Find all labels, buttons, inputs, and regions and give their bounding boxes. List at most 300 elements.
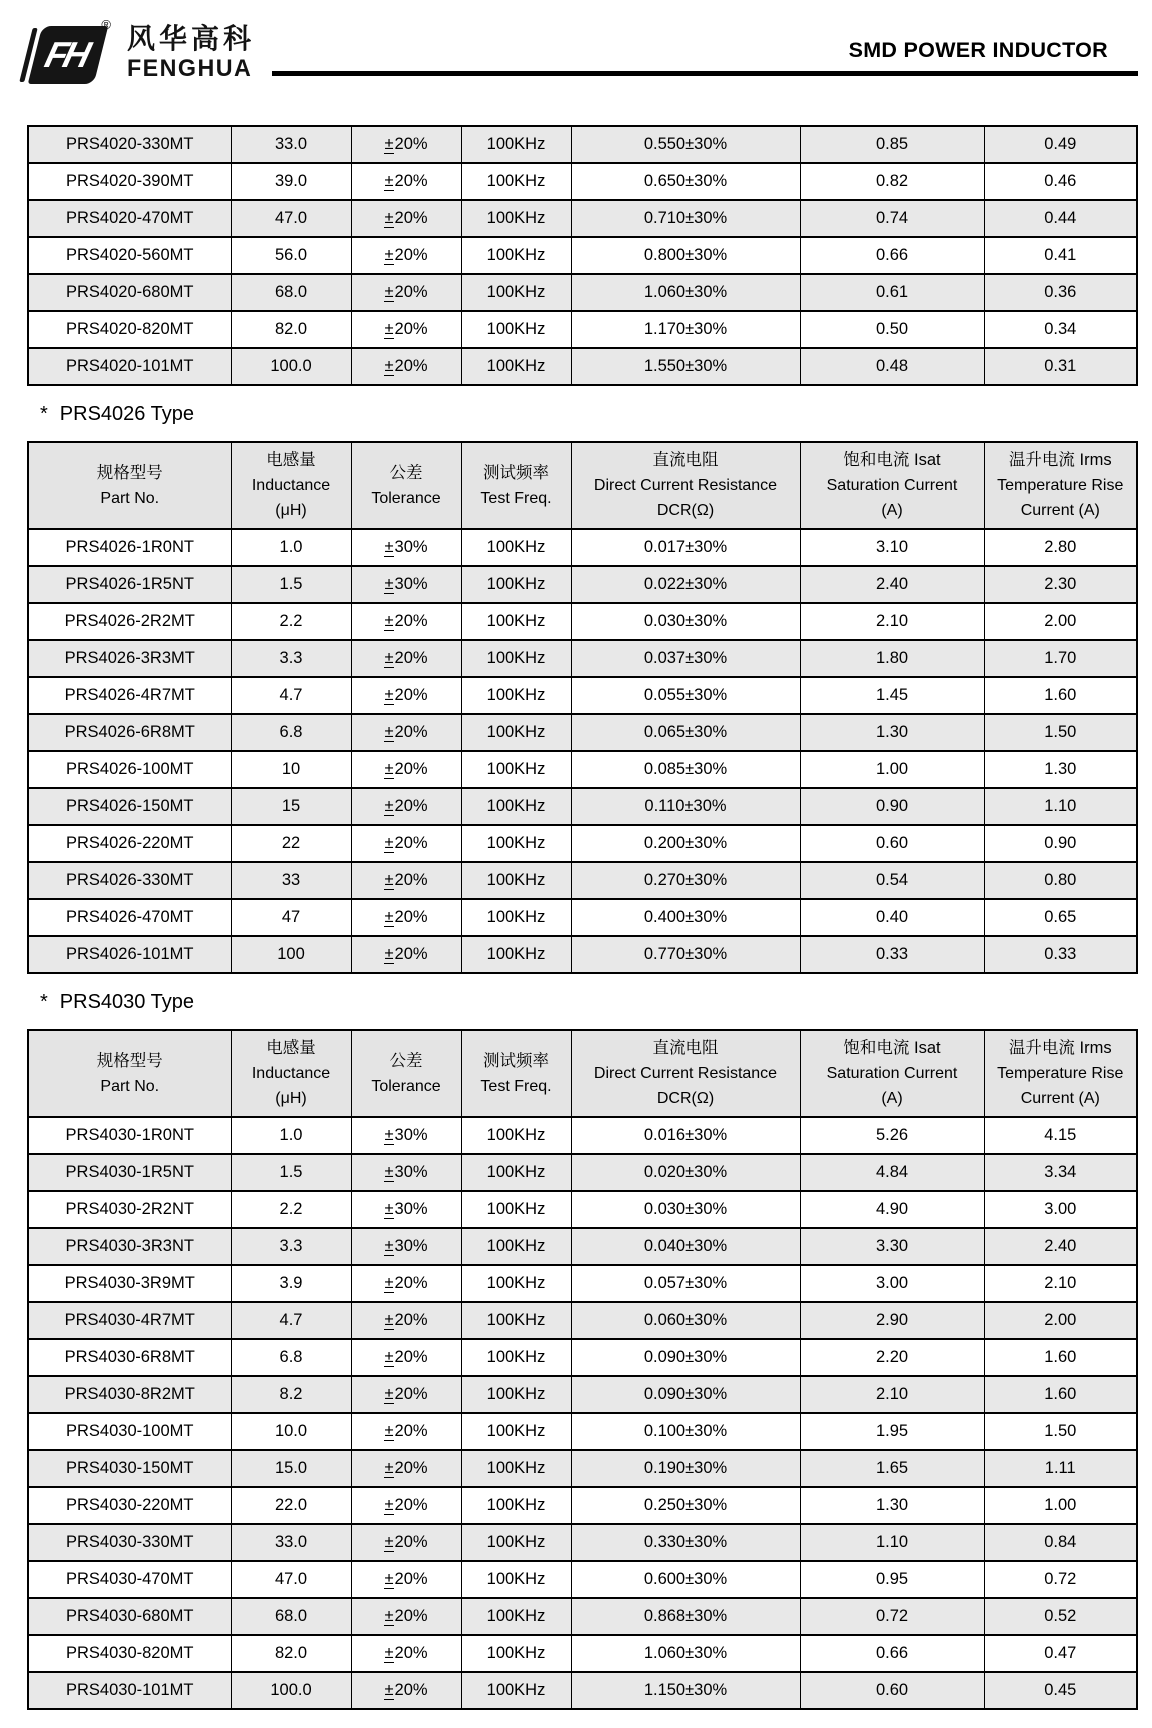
plus-minus-glyph: ± xyxy=(384,834,394,852)
cell-tolerance: ±20% xyxy=(351,1598,461,1635)
cell-inductance: 1.0 xyxy=(231,1117,351,1154)
cell-dcr: 0.250±30% xyxy=(571,1487,800,1524)
cell-tolerance: ±30% xyxy=(351,529,461,566)
table-row xyxy=(28,899,1137,936)
cell-dcr: 0.030±30% xyxy=(571,1191,800,1228)
cell-tolerance: ±30% xyxy=(351,566,461,603)
table-row xyxy=(28,237,1137,274)
column-header-dcr xyxy=(571,442,800,529)
column-header-line: 电感量 xyxy=(266,451,316,469)
cell-test-freq: 100KHz xyxy=(461,566,571,603)
cell-isat: 0.82 xyxy=(800,163,984,200)
cell-dcr: 0.090±30% xyxy=(571,1376,800,1413)
cell-test-freq: 100KHz xyxy=(461,1450,571,1487)
cell-test-freq: 100KHz xyxy=(461,163,571,200)
plus-minus-glyph: ± xyxy=(384,1348,394,1366)
cell-test-freq: 100KHz xyxy=(461,677,571,714)
cell-test-freq: 100KHz xyxy=(461,640,571,677)
column-header-line: Tolerance xyxy=(371,1077,441,1095)
column-header-line: DCR(Ω) xyxy=(656,1090,715,1107)
cell-part-no: PRS4030-680MT xyxy=(28,1598,231,1635)
cell-part-no: PRS4026-330MT xyxy=(28,862,231,899)
spec-tables-container xyxy=(0,125,1152,1710)
cell-inductance: 33 xyxy=(231,862,351,899)
cell-test-freq: 100KHz xyxy=(461,126,571,163)
table-row xyxy=(28,126,1137,163)
cell-test-freq: 100KHz xyxy=(461,1635,571,1672)
table-row xyxy=(28,751,1137,788)
cell-isat: 0.66 xyxy=(800,1635,984,1672)
cell-part-no: PRS4026-220MT xyxy=(28,825,231,862)
cell-tolerance: ±20% xyxy=(351,825,461,862)
cell-irms: 0.90 xyxy=(984,825,1137,862)
cell-test-freq: 100KHz xyxy=(461,200,571,237)
cell-dcr: 0.057±30% xyxy=(571,1265,800,1302)
plus-minus-glyph: ± xyxy=(384,649,394,667)
plus-minus-glyph: ± xyxy=(384,209,394,227)
cell-irms: 1.60 xyxy=(984,1376,1137,1413)
column-header-irms xyxy=(984,1030,1137,1117)
cell-inductance: 1.5 xyxy=(231,1154,351,1191)
cell-dcr: 0.190±30% xyxy=(571,1450,800,1487)
cell-part-no: PRS4026-470MT xyxy=(28,899,231,936)
plus-minus-glyph: ± xyxy=(384,538,394,556)
cell-inductance: 100 xyxy=(231,936,351,973)
table-row xyxy=(28,1376,1137,1413)
cell-test-freq: 100KHz xyxy=(461,274,571,311)
cell-part-no: PRS4026-3R3MT xyxy=(28,640,231,677)
cell-inductance: 6.8 xyxy=(231,1339,351,1376)
cell-dcr: 0.110±30% xyxy=(571,788,800,825)
cell-isat: 0.54 xyxy=(800,862,984,899)
column-header-dcr xyxy=(571,1030,800,1117)
table-row xyxy=(28,200,1137,237)
cell-inductance: 47.0 xyxy=(231,1561,351,1598)
cell-inductance: 100.0 xyxy=(231,348,351,385)
cell-part-no: PRS4020-330MT xyxy=(28,126,231,163)
cell-test-freq: 100KHz xyxy=(461,936,571,973)
plus-minus-glyph: ± xyxy=(384,1126,394,1144)
column-header-line: DCR(Ω) xyxy=(656,502,715,519)
column-header-line: Direct Current Resistance xyxy=(593,1065,778,1082)
cell-dcr: 0.710±30% xyxy=(571,200,800,237)
plus-minus-glyph: ± xyxy=(384,246,394,264)
section-heading-label: PRS4026 Type xyxy=(59,403,194,425)
cell-part-no: PRS4030-4R7MT xyxy=(28,1302,231,1339)
cell-tolerance: ±30% xyxy=(351,1154,461,1191)
table-row xyxy=(28,825,1137,862)
column-header-line: (μH) xyxy=(275,502,307,519)
cell-test-freq: 100KHz xyxy=(461,1117,571,1154)
cell-inductance: 3.3 xyxy=(231,1228,351,1265)
cell-test-freq: 100KHz xyxy=(461,751,571,788)
cell-isat: 0.85 xyxy=(800,126,984,163)
section-heading-prs4026 xyxy=(40,402,1152,426)
cell-irms: 0.52 xyxy=(984,1598,1137,1635)
column-header-line: Temperature Rise xyxy=(997,477,1124,494)
cell-dcr: 0.550±30% xyxy=(571,126,800,163)
cell-dcr: 1.150±30% xyxy=(571,1672,800,1709)
cell-part-no: PRS4026-150MT xyxy=(28,788,231,825)
cell-inductance: 2.2 xyxy=(231,603,351,640)
cell-test-freq: 100KHz xyxy=(461,1487,571,1524)
brand-name-chinese: 风华高科 xyxy=(127,23,256,54)
cell-part-no: PRS4030-1R5NT xyxy=(28,1154,231,1191)
cell-dcr: 0.065±30% xyxy=(571,714,800,751)
column-header-line: (μH) xyxy=(275,1090,307,1107)
cell-test-freq: 100KHz xyxy=(461,603,571,640)
cell-inductance: 47 xyxy=(231,899,351,936)
table-row xyxy=(28,1339,1137,1376)
cell-irms: 1.50 xyxy=(984,714,1137,751)
cell-inductance: 22.0 xyxy=(231,1487,351,1524)
column-header-line: Test Freq. xyxy=(480,1077,552,1095)
column-header-line: 公差 xyxy=(389,1051,423,1070)
cell-dcr: 0.330±30% xyxy=(571,1524,800,1561)
cell-inductance: 3.9 xyxy=(231,1265,351,1302)
column-header-line: 直流电阻 xyxy=(652,451,719,469)
cell-isat: 2.90 xyxy=(800,1302,984,1339)
cell-part-no: PRS4030-330MT xyxy=(28,1524,231,1561)
cell-isat: 1.95 xyxy=(800,1413,984,1450)
cell-test-freq: 100KHz xyxy=(461,862,571,899)
cell-part-no: PRS4030-1R0NT xyxy=(28,1117,231,1154)
cell-test-freq: 100KHz xyxy=(461,1561,571,1598)
cell-tolerance: ±20% xyxy=(351,1376,461,1413)
cell-part-no: PRS4020-470MT xyxy=(28,200,231,237)
cell-irms: 0.45 xyxy=(984,1672,1137,1709)
cell-dcr: 0.200±30% xyxy=(571,825,800,862)
plus-minus-glyph: ± xyxy=(384,1422,394,1440)
cell-test-freq: 100KHz xyxy=(461,1598,571,1635)
cell-dcr: 0.037±30% xyxy=(571,640,800,677)
cell-dcr: 0.017±30% xyxy=(571,529,800,566)
cell-dcr: 0.055±30% xyxy=(571,677,800,714)
table-row xyxy=(28,1672,1137,1709)
cell-part-no: PRS4030-8R2MT xyxy=(28,1376,231,1413)
cell-isat: 1.00 xyxy=(800,751,984,788)
column-header-irms xyxy=(984,442,1137,529)
column-header-line: 饱和电流 Isat xyxy=(843,451,941,469)
cell-irms: 0.84 xyxy=(984,1524,1137,1561)
cell-irms: 0.41 xyxy=(984,237,1137,274)
cell-part-no: PRS4020-560MT xyxy=(28,237,231,274)
cell-inductance: 82.0 xyxy=(231,311,351,348)
cell-inductance: 4.7 xyxy=(231,677,351,714)
cell-irms: 0.65 xyxy=(984,899,1137,936)
cell-tolerance: ±20% xyxy=(351,1561,461,1598)
cell-inductance: 15 xyxy=(231,788,351,825)
cell-dcr: 0.090±30% xyxy=(571,1339,800,1376)
cell-dcr: 0.085±30% xyxy=(571,751,800,788)
table-row xyxy=(28,1598,1137,1635)
table-row xyxy=(28,1524,1137,1561)
cell-dcr: 0.800±30% xyxy=(571,237,800,274)
cell-irms: 2.30 xyxy=(984,566,1137,603)
table-row xyxy=(28,677,1137,714)
cell-isat: 2.20 xyxy=(800,1339,984,1376)
column-header-line: Inductance xyxy=(251,1065,331,1082)
logo-monogram: FH xyxy=(41,34,92,75)
table-row xyxy=(28,1228,1137,1265)
cell-inductance: 68.0 xyxy=(231,1598,351,1635)
cell-isat: 1.80 xyxy=(800,640,984,677)
plus-minus-glyph: ± xyxy=(384,797,394,815)
cell-isat: 1.30 xyxy=(800,1487,984,1524)
asterisk-bullet: * xyxy=(40,403,48,425)
column-header-line: 饱和电流 Isat xyxy=(843,1039,941,1057)
cell-part-no: PRS4026-1R5NT xyxy=(28,566,231,603)
cell-isat: 3.30 xyxy=(800,1228,984,1265)
cell-irms: 0.72 xyxy=(984,1561,1137,1598)
column-header-line: Part No. xyxy=(100,489,160,507)
column-header-line: Part No. xyxy=(100,1077,160,1095)
cell-irms: 0.31 xyxy=(984,348,1137,385)
cell-tolerance: ±20% xyxy=(351,788,461,825)
cell-irms: 0.44 xyxy=(984,200,1137,237)
cell-inductance: 47.0 xyxy=(231,200,351,237)
column-header-line: (A) xyxy=(881,1090,903,1107)
page-header xyxy=(0,0,1152,125)
table-row xyxy=(28,714,1137,751)
table-row xyxy=(28,163,1137,200)
table-row xyxy=(28,788,1137,825)
column-header-isat xyxy=(800,1030,984,1117)
table-row xyxy=(28,566,1137,603)
cell-dcr: 0.600±30% xyxy=(571,1561,800,1598)
cell-dcr: 0.270±30% xyxy=(571,862,800,899)
cell-tolerance: ±20% xyxy=(351,1450,461,1487)
cell-inductance: 33.0 xyxy=(231,126,351,163)
cell-irms: 0.36 xyxy=(984,274,1137,311)
cell-part-no: PRS4020-390MT xyxy=(28,163,231,200)
cell-part-no: PRS4026-100MT xyxy=(28,751,231,788)
cell-dcr: 0.020±30% xyxy=(571,1154,800,1191)
cell-irms: 0.46 xyxy=(984,163,1137,200)
plus-minus-glyph: ± xyxy=(384,1311,394,1329)
table-row xyxy=(28,274,1137,311)
brand-text xyxy=(127,24,256,81)
column-header-line: 测试频率 xyxy=(483,1051,549,1070)
cell-isat: 1.30 xyxy=(800,714,984,751)
column-header-line: Current (A) xyxy=(1020,1090,1100,1107)
cell-irms: 4.15 xyxy=(984,1117,1137,1154)
table-row xyxy=(28,1154,1137,1191)
cell-tolerance: ±20% xyxy=(351,677,461,714)
cell-test-freq: 100KHz xyxy=(461,899,571,936)
cell-tolerance: ±20% xyxy=(351,1635,461,1672)
cell-dcr: 0.400±30% xyxy=(571,899,800,936)
cell-part-no: PRS4030-100MT xyxy=(28,1413,231,1450)
plus-minus-glyph: ± xyxy=(384,1607,394,1625)
table-row xyxy=(28,1635,1137,1672)
cell-tolerance: ±20% xyxy=(351,348,461,385)
cell-part-no: PRS4026-2R2MT xyxy=(28,603,231,640)
cell-part-no: PRS4030-470MT xyxy=(28,1561,231,1598)
cell-inductance: 56.0 xyxy=(231,237,351,274)
table-row xyxy=(28,529,1137,566)
table-row xyxy=(28,1450,1137,1487)
plus-minus-glyph: ± xyxy=(384,1570,394,1588)
cell-test-freq: 100KHz xyxy=(461,237,571,274)
plus-minus-glyph: ± xyxy=(384,1681,394,1699)
cell-tolerance: ±20% xyxy=(351,274,461,311)
cell-test-freq: 100KHz xyxy=(461,1672,571,1709)
cell-isat: 3.10 xyxy=(800,529,984,566)
cell-test-freq: 100KHz xyxy=(461,1339,571,1376)
cell-test-freq: 100KHz xyxy=(461,1228,571,1265)
table-row xyxy=(28,1117,1137,1154)
column-header-line: 公差 xyxy=(389,463,423,482)
cell-test-freq: 100KHz xyxy=(461,529,571,566)
column-header-line: 规格型号 xyxy=(96,1051,163,1070)
plus-minus-glyph: ± xyxy=(384,1200,394,1218)
column-header-tolerance xyxy=(351,1030,461,1117)
section-heading-label: PRS4030 Type xyxy=(59,991,194,1013)
table-row xyxy=(28,1413,1137,1450)
column-header-row xyxy=(28,1030,1137,1117)
cell-irms: 2.00 xyxy=(984,1302,1137,1339)
plus-minus-glyph: ± xyxy=(384,686,394,704)
plus-minus-glyph: ± xyxy=(384,1496,394,1514)
cell-tolerance: ±20% xyxy=(351,603,461,640)
cell-isat: 0.60 xyxy=(800,1672,984,1709)
cell-inductance: 22 xyxy=(231,825,351,862)
cell-isat: 0.48 xyxy=(800,348,984,385)
cell-part-no: PRS4020-101MT xyxy=(28,348,231,385)
cell-tolerance: ±30% xyxy=(351,1117,461,1154)
cell-isat: 4.90 xyxy=(800,1191,984,1228)
cell-isat: 0.60 xyxy=(800,825,984,862)
cell-irms: 1.70 xyxy=(984,640,1137,677)
plus-minus-glyph: ± xyxy=(384,172,394,190)
cell-inductance: 68.0 xyxy=(231,274,351,311)
cell-inductance: 1.0 xyxy=(231,529,351,566)
cell-isat: 0.61 xyxy=(800,274,984,311)
column-header-line: Test Freq. xyxy=(480,489,552,507)
cell-isat: 0.74 xyxy=(800,200,984,237)
cell-inductance: 15.0 xyxy=(231,1450,351,1487)
cell-test-freq: 100KHz xyxy=(461,1413,571,1450)
cell-irms: 2.00 xyxy=(984,603,1137,640)
column-header-line: 温升电流 Irms xyxy=(1008,1039,1112,1057)
cell-test-freq: 100KHz xyxy=(461,788,571,825)
cell-test-freq: 100KHz xyxy=(461,1524,571,1561)
cell-isat: 2.40 xyxy=(800,566,984,603)
cell-part-no: PRS4030-3R9MT xyxy=(28,1265,231,1302)
plus-minus-glyph: ± xyxy=(384,575,394,593)
cell-irms: 1.11 xyxy=(984,1450,1137,1487)
cell-tolerance: ±20% xyxy=(351,163,461,200)
cell-dcr: 0.100±30% xyxy=(571,1413,800,1450)
cell-inductance: 10 xyxy=(231,751,351,788)
fenghua-logo-icon xyxy=(27,17,111,86)
table-row xyxy=(28,1561,1137,1598)
cell-inductance: 82.0 xyxy=(231,1635,351,1672)
cell-test-freq: 100KHz xyxy=(461,1265,571,1302)
cell-dcr: 0.040±30% xyxy=(571,1228,800,1265)
page-title: SMD POWER INDUCTOR xyxy=(848,38,1108,62)
column-header-line: Saturation Current xyxy=(826,477,958,494)
cell-isat: 1.10 xyxy=(800,1524,984,1561)
cell-isat: 0.72 xyxy=(800,1598,984,1635)
cell-dcr: 1.170±30% xyxy=(571,311,800,348)
cell-part-no: PRS4026-6R8MT xyxy=(28,714,231,751)
cell-tolerance: ±20% xyxy=(351,1524,461,1561)
cell-tolerance: ±20% xyxy=(351,1672,461,1709)
column-header-isat xyxy=(800,442,984,529)
cell-isat: 1.65 xyxy=(800,1450,984,1487)
section-heading-prs4030 xyxy=(40,990,1152,1014)
registered-trademark-icon: ® xyxy=(101,17,111,32)
cell-part-no: PRS4026-4R7MT xyxy=(28,677,231,714)
cell-part-no: PRS4030-2R2NT xyxy=(28,1191,231,1228)
asterisk-bullet: * xyxy=(40,991,48,1013)
cell-irms: 0.34 xyxy=(984,311,1137,348)
header-rule xyxy=(272,71,1138,76)
cell-tolerance: ±20% xyxy=(351,1265,461,1302)
cell-dcr: 0.060±30% xyxy=(571,1302,800,1339)
column-header-row xyxy=(28,442,1137,529)
cell-irms: 2.10 xyxy=(984,1265,1137,1302)
plus-minus-glyph: ± xyxy=(384,908,394,926)
cell-inductance: 33.0 xyxy=(231,1524,351,1561)
cell-tolerance: ±30% xyxy=(351,1228,461,1265)
column-header-line: 温升电流 Irms xyxy=(1008,451,1112,469)
column-header-line: 规格型号 xyxy=(96,463,163,482)
cell-irms: 2.40 xyxy=(984,1228,1137,1265)
cell-inductance: 4.7 xyxy=(231,1302,351,1339)
table-prs4020-continued xyxy=(27,125,1138,386)
fenghua-logo-mark xyxy=(28,26,108,84)
cell-test-freq: 100KHz xyxy=(461,1376,571,1413)
cell-tolerance: ±20% xyxy=(351,126,461,163)
cell-inductance: 8.2 xyxy=(231,1376,351,1413)
cell-isat: 0.95 xyxy=(800,1561,984,1598)
cell-test-freq: 100KHz xyxy=(461,348,571,385)
plus-minus-glyph: ± xyxy=(384,1459,394,1477)
cell-tolerance: ±20% xyxy=(351,237,461,274)
cell-test-freq: 100KHz xyxy=(461,1191,571,1228)
column-header-line: Direct Current Resistance xyxy=(593,477,778,494)
cell-irms: 0.49 xyxy=(984,126,1137,163)
cell-tolerance: ±30% xyxy=(351,1191,461,1228)
cell-dcr: 1.550±30% xyxy=(571,348,800,385)
cell-test-freq: 100KHz xyxy=(461,1302,571,1339)
column-header-test-freq xyxy=(461,442,571,529)
cell-dcr: 0.030±30% xyxy=(571,603,800,640)
cell-isat: 0.50 xyxy=(800,311,984,348)
cell-tolerance: ±20% xyxy=(351,714,461,751)
cell-inductance: 6.8 xyxy=(231,714,351,751)
cell-part-no: PRS4030-150MT xyxy=(28,1450,231,1487)
plus-minus-glyph: ± xyxy=(384,1163,394,1181)
plus-minus-glyph: ± xyxy=(384,612,394,630)
cell-tolerance: ±20% xyxy=(351,1487,461,1524)
cell-irms: 1.00 xyxy=(984,1487,1137,1524)
cell-inductance: 39.0 xyxy=(231,163,351,200)
cell-tolerance: ±20% xyxy=(351,311,461,348)
plus-minus-glyph: ± xyxy=(384,1533,394,1551)
table-prs4030 xyxy=(27,1029,1138,1710)
cell-tolerance: ±20% xyxy=(351,751,461,788)
table-row xyxy=(28,936,1137,973)
cell-tolerance: ±20% xyxy=(351,1339,461,1376)
table-row xyxy=(28,862,1137,899)
cell-irms: 1.60 xyxy=(984,677,1137,714)
table-row xyxy=(28,348,1137,385)
table-row xyxy=(28,1265,1137,1302)
